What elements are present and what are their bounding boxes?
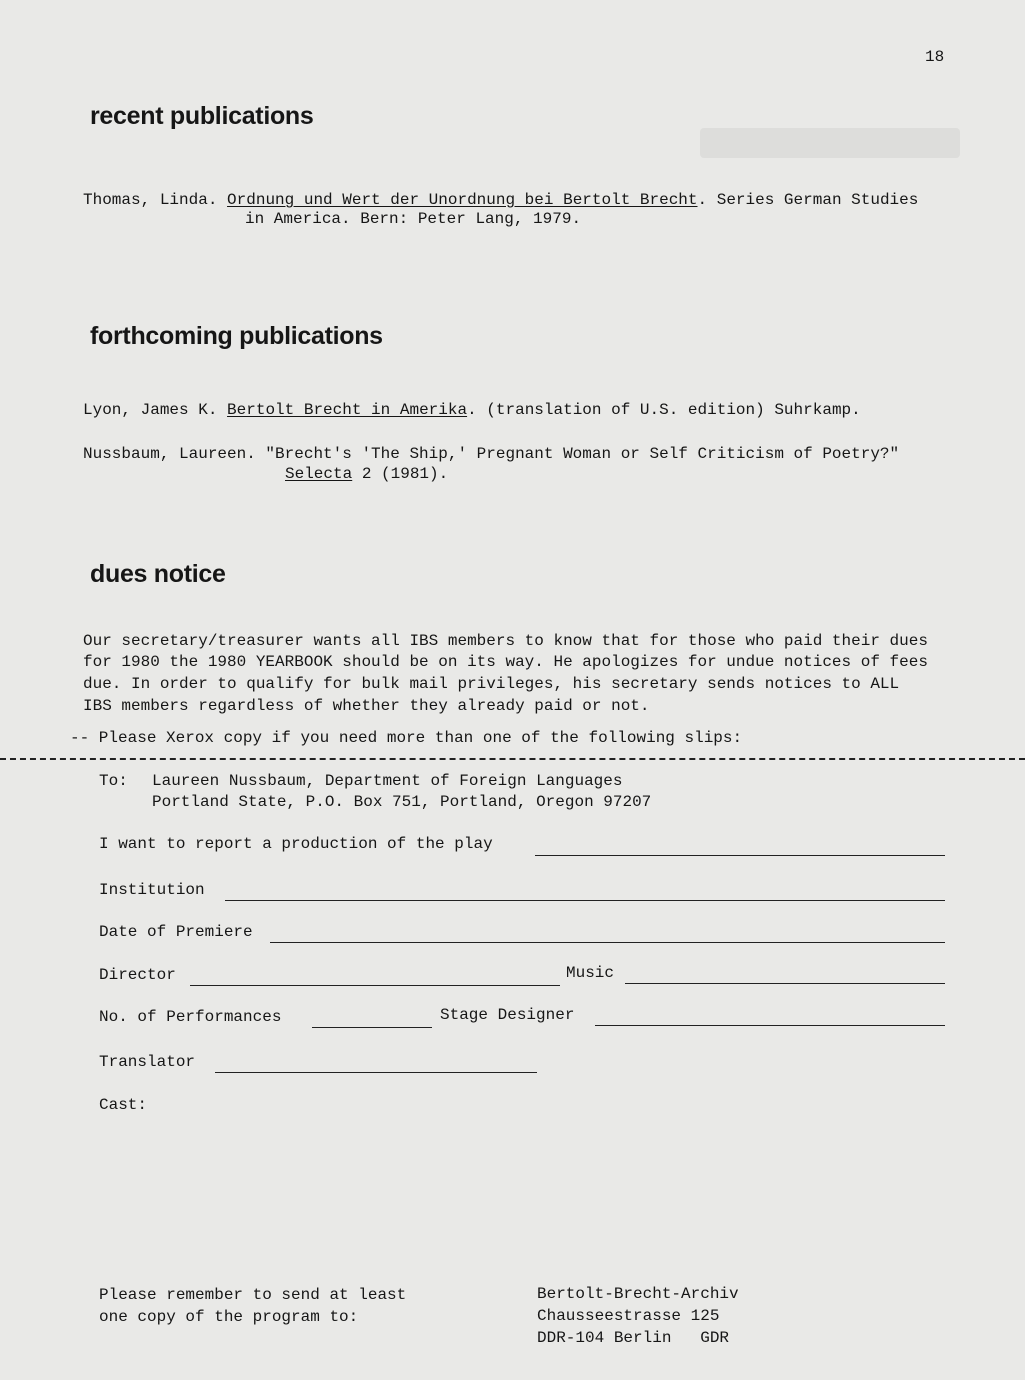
dues-line-4: IBS members regardless of whether they already paid or not. [83,697,650,715]
archive-line-3: DDR-104 Berlin GDR [537,1329,730,1347]
archive-line-1: Bertolt-Brecht-Archiv [537,1285,739,1303]
remember-line-1: Please remember to send at least [99,1286,407,1304]
dues-line-3: due. In order to qualify for bulk mail privileges, his secretary sends notices to ALL [83,675,900,693]
recent-entry-line1 [83,190,918,211]
recent-entry-line2: in America. Bern: Peter Lang, 1979. [245,210,582,228]
lyon-rest: . (translation of U.S. edition) Suhrkamp. [467,401,861,419]
translator-label: Translator [99,1053,196,1071]
recent-publications-heading: recent publications [90,102,314,130]
performances-label: No. of Performances [99,1008,282,1026]
institution-label: Institution [99,881,205,899]
performances-field-line[interactable] [312,1027,432,1028]
page-number: 18 [925,48,945,66]
remember-line-2: one copy of the program to: [99,1308,359,1326]
institution-field-line[interactable] [225,900,945,901]
translator-field-line[interactable] [215,1072,537,1073]
designer-field-line[interactable] [595,1025,945,1026]
slip-to-line2: Portland State, P.O. Box 751, Portland, Oregon 97207 [152,793,652,811]
recent-entry-title: Ordnung und Wert der Unordnung bei Bertolt Brecht [227,191,698,209]
slip-to-line1: Laureen Nussbaum, Department of Foreign Languages [152,772,623,790]
lyon-author: Lyon, James K. [83,401,228,419]
play-field-line[interactable] [535,855,945,856]
recent-entry-author: Thomas, Linda. [83,191,228,209]
dues-line-2: for 1980 the 1980 YEARBOOK should be on its way. He apologizes for undue notices of fees [83,653,928,671]
music-field-line[interactable] [625,983,945,984]
cast-label: Cast: [99,1096,148,1114]
selecta-title: Selecta [285,465,353,483]
lyon-title: Bertolt Brecht in Amerika [227,401,468,419]
forthcoming-entry-nussbaum-line2 [285,464,448,485]
forthcoming-publications-heading: forthcoming publications [90,322,383,350]
music-label: Music [566,964,615,982]
forthcoming-entry-nussbaum: Nussbaum, Laureen. "Brecht's 'The Ship,' Pregnant Woman or Self Criticism of Poetry?" [83,445,900,463]
premiere-field-line[interactable] [270,942,945,943]
designer-label: Stage Designer [440,1006,575,1024]
xerox-note: -- Please Xerox copy if you need more than one of the following slips: [70,729,743,747]
dues-line-1: Our secretary/treasurer wants all IBS members to know that for those who paid their dues [83,632,928,650]
director-label: Director [99,966,176,984]
premiere-label: Date of Premiere [99,923,253,941]
cut-line [0,758,1025,760]
slip-to-label: To: [99,772,128,790]
dues-notice-heading: dues notice [90,560,226,588]
forthcoming-entry-lyon [83,400,861,421]
recent-entry-rest: . Series German Studies [697,191,919,209]
archive-line-2: Chausseestrasse 125 [537,1307,720,1325]
director-field-line[interactable] [190,985,560,986]
selecta-rest: 2 (1981). [352,465,449,483]
bleed-through-shape [700,128,960,158]
report-play-label: I want to report a production of the play [99,835,493,853]
